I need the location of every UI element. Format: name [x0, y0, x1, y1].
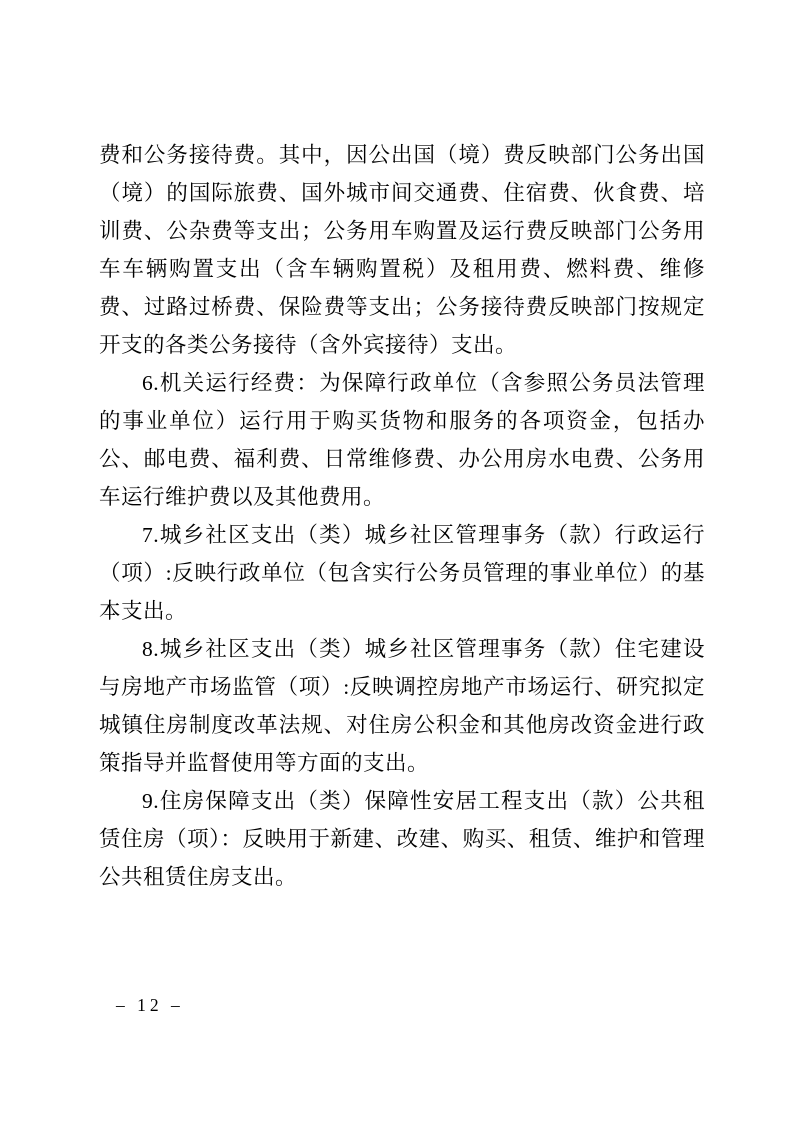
paragraph-continuation: 费和公务接待费。其中，因公出国（境）费反映部门公务出国（境）的国际旅费、国外城市间交通费、住宿费、伙食费、培训费、公杂费等支出；公务用车购置及运行费反映部门公务用车车辆购置支出（含车辆购置税）及租用费、燃料费、维修费、过路过桥费、保险费等支出；公务接待费反映部门按规定开支的各类公务接待（含外宾接待）支出。: [99, 143, 705, 357]
page-number: – 12 –: [116, 995, 184, 1015]
paragraph-item-8: 8.城乡社区支出（类）城乡社区管理事务（款）住宅建设与房地产市场监管（项）:反映调控房地产市场运行、研究拟定城镇住房制度改革法规、对住房公积金和其他房改资金进行政策指导并监督使用等方面的支出。: [99, 637, 705, 775]
paragraph-item-7: 7.城乡社区支出（类）城乡社区管理事务（款）行政运行（项）:反映行政单位（包含实行公务员管理的事业单位）的基本支出。: [99, 523, 705, 623]
paragraph-item-9: 9.住房保障支出（类）保障性安居工程支出（款）公共租赁住房（项）：反映用于新建、改建、购买、租赁、维护和管理公共租赁住房支出。: [99, 789, 705, 889]
document-body: [99, 136, 705, 896]
paragraph-item-6: 6.机关运行经费：为保障行政单位（含参照公务员法管理的事业单位）运行用于购买货物和服务的各项资金，包括办公、邮电费、福利费、日常维修费、办公用房水电费、公务用车运行维护费以及其他费用。: [99, 371, 705, 509]
